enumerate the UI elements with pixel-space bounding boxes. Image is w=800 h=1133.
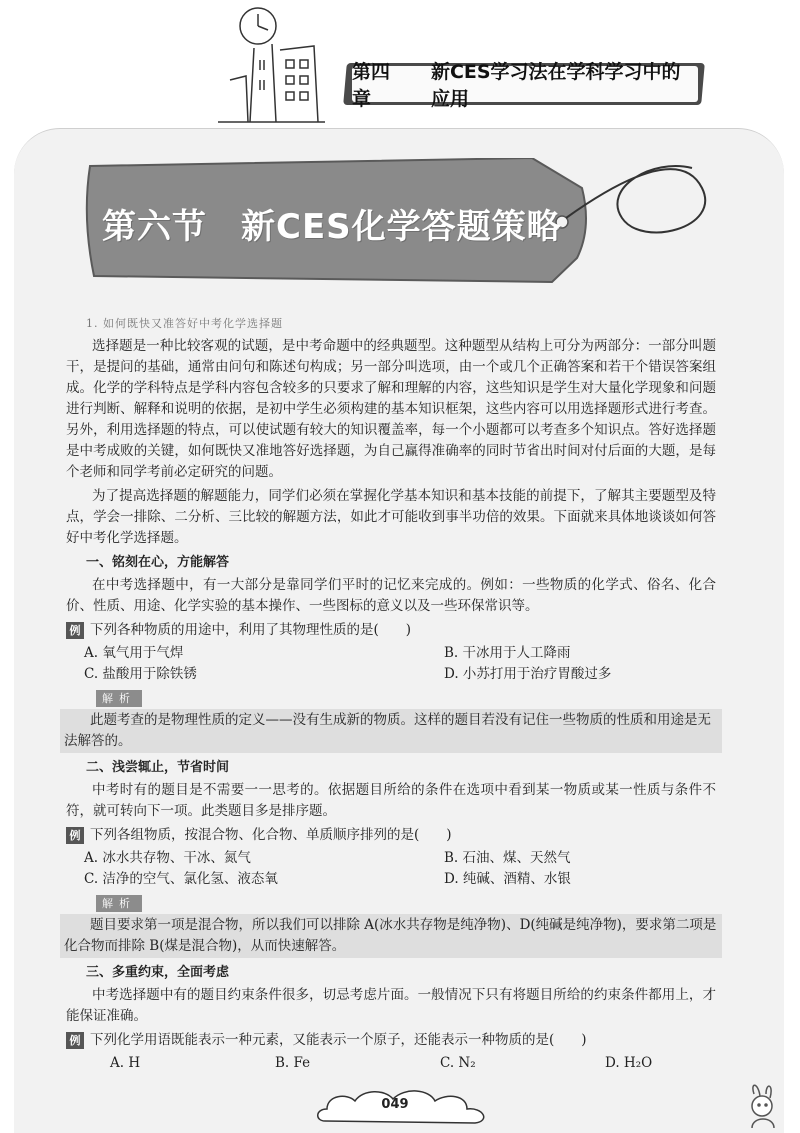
intro-paragraph: 选择题是一种比较客观的试题，是中考命题中的经典题型。这种题型从结构上可分为两部分：一部分叫题干，是提问的基础，通常由问句和陈述句构成；另一部分叫选项，由一个或几个正确答案和若干个错误答案组成。化学的学科特点是学科内容包含较多的只要求了解和理解的内容，这些知识是学生对大量化学现象和问题进行判断、解释和说明的依据，是初中学生必须构建的基本知识框架，这些内容可以用选择题形式进行考查。另外，利用选择题的特点，可以使试题有较大的知识覆盖率，每一个小题都可以考查多个知识点。答好选择题是中考成败的关键，如何既快又准地答好选择题，为自己赢得准确率的同时节省出时间对付后面的大题，是每个老师和同学考前必定研究的问题。 <box>66 338 716 480</box>
option: B. 干冰用于人工降雨 <box>444 645 571 661</box>
part-text: 在中考选择题中，有一大部分是靠同学们平时的记忆来完成的。例如：一些物质的化学式、俗名、化合价、性质、用途、化学实验的基本操作、一些图标的意义以及一些环保常识等。 <box>66 577 716 614</box>
part-text: 中考选择题中有的题目约束条件很多，切忌考虑片面。一般情况下只有将题目所给的约束条件都用上，才能保证准确。 <box>66 987 716 1024</box>
chapter-label: 第四章 <box>352 61 391 110</box>
example-question <box>66 825 716 846</box>
option: A. H <box>110 1055 141 1071</box>
answer-options <box>84 848 716 890</box>
rabbit-illustration <box>740 1080 790 1130</box>
analysis-text: 此题考查的是物理性质的定义——没有生成新的物质。这样的题目若没有记住一些物质的性质和用途是无法解答的。 <box>64 712 711 749</box>
answer-options <box>110 1053 716 1074</box>
option: C. 盐酸用于除铁锈 <box>84 666 197 682</box>
clock-tower-illustration <box>210 0 330 125</box>
answer-options <box>84 643 716 685</box>
example-badge: 例 <box>66 622 84 639</box>
option: D. 小苏打用于治疗胃酸过多 <box>444 666 612 682</box>
analysis-box <box>60 914 722 958</box>
option: B. Fe <box>275 1055 311 1071</box>
chapter-title: 新CES学习法在学科学习中的应用 <box>430 61 681 110</box>
analysis-text: 题目要求第一项是混合物，所以我们可以排除 A(冰水共存物是纯净物)、D(纯碱是纯净物)，要求第二项是化合物而排除 B(煤是混合物)，从而快速解答。 <box>64 917 717 954</box>
example-badge: 例 <box>66 1032 84 1049</box>
option: C. N₂ <box>440 1055 476 1071</box>
analysis-badge: 解析 <box>96 895 142 912</box>
option: D. H₂O <box>605 1055 653 1071</box>
option: B. 石油、煤、天然气 <box>444 850 571 866</box>
section-label: 第六节 <box>102 206 207 247</box>
page-number: 049 <box>381 1097 409 1112</box>
question-text: 下列各组物质，按混合物、化合物、单质顺序排列的是( ) <box>90 827 452 843</box>
option: A. 氧气用于气焊 <box>84 645 184 661</box>
chapter-header <box>352 61 698 110</box>
section-heading: 新CES化学答题策略 <box>241 206 562 247</box>
intro-paragraph: 为了提高选择题的解题能力，同学们必须在掌握化学基本知识和基本技能的前提下，了解其主要题型及特点，学会一排除、二分析、三比较的解题方法，如此才可能收到事半功倍的效果。下面就来具体地谈谈如何答好中考化学选择题。 <box>66 488 716 546</box>
part-text: 中考时有的题目是不需要一一思考的。依据题目所给的条件在选项中看到某一物质或某一性质与条件不符，就可转向下一项。此类题目多是排序题。 <box>66 782 716 819</box>
part-heading: 一、铭刻在心，方能解答 <box>86 555 230 570</box>
analysis-badge: 解析 <box>96 690 142 707</box>
example-badge: 例 <box>66 827 84 844</box>
question-text: 下列化学用语既能表示一种元素，又能表示一个原子，还能表示一种物质的是( ) <box>90 1032 587 1048</box>
section-title <box>102 195 562 251</box>
option: A. 冰水共存物、干冰、氮气 <box>84 850 251 866</box>
article-body <box>66 313 716 1076</box>
analysis-box <box>60 709 722 753</box>
question-text: 下列各种物质的用途中，利用了其物理性质的是( ) <box>90 622 412 638</box>
example-question <box>66 620 716 641</box>
part-heading: 二、浅尝辄止，节省时间 <box>86 760 230 775</box>
part-heading: 三、多重约束，全面考虑 <box>86 965 230 980</box>
option: C. 洁净的空气、氯化氢、液态氧 <box>84 871 278 887</box>
option: D. 纯碱、酒精、水银 <box>444 871 571 887</box>
article-subtitle: 1. 如何既快又准答好中考化学选择题 <box>86 317 283 330</box>
example-question <box>66 1030 716 1051</box>
